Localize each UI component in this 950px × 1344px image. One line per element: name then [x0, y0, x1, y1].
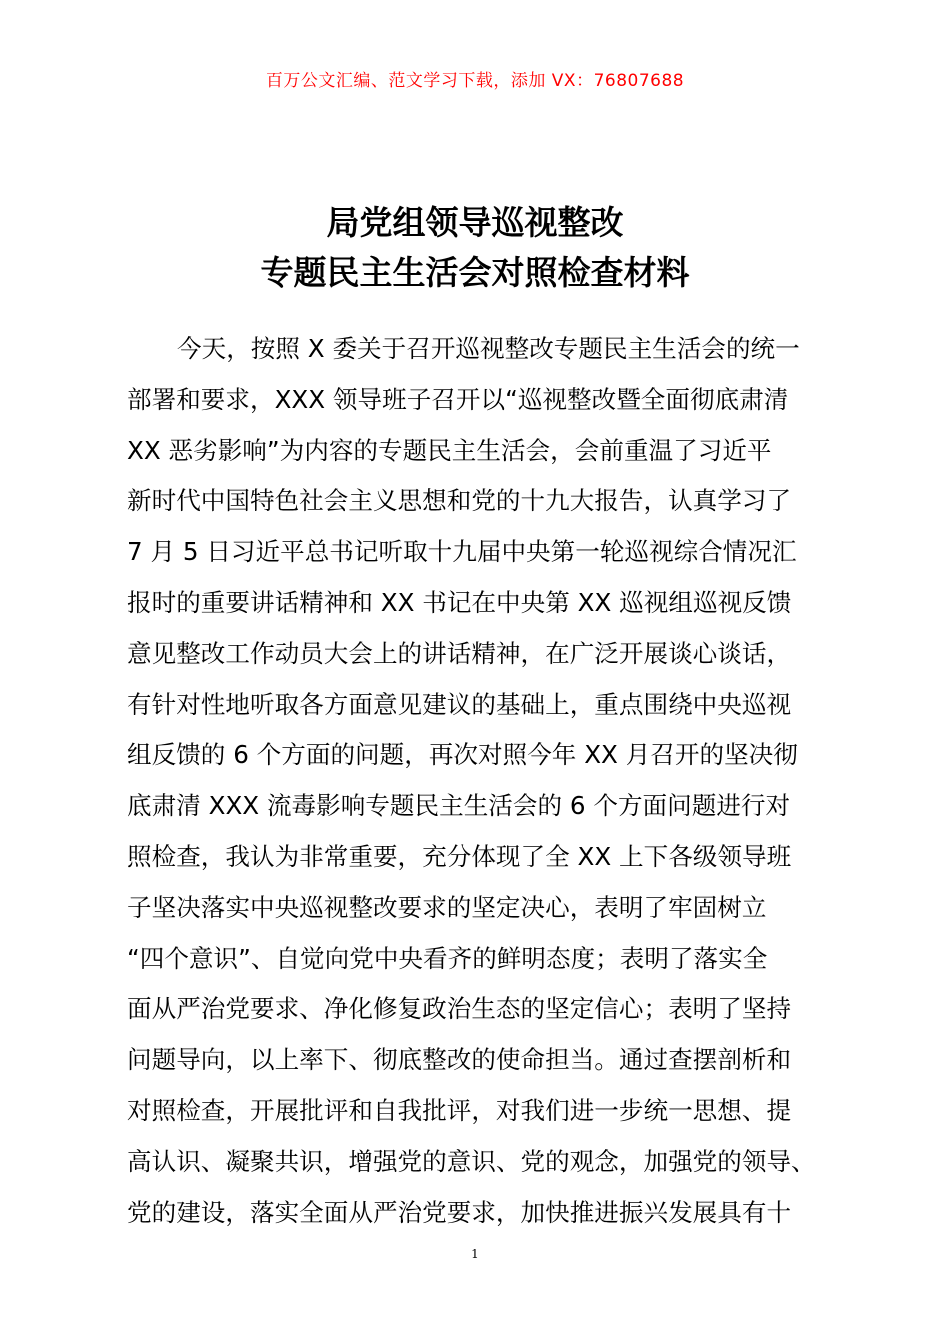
- paragraph-line: 组反馈的 6 个方面的问题，再次对照今年 XX 月召开的坚决彻: [127, 740, 798, 770]
- title-line-1: 局党组领导巡视整改: [326, 203, 624, 242]
- paragraph-line: 部署和要求，XXX 领导班子召开以“巡视整改暨全面彻底肃清: [127, 384, 789, 414]
- paragraph-line: 报时的重要讲话精神和 XX 书记在中央第 XX 巡视组巡视反馈: [127, 587, 792, 617]
- paragraph-line: 有针对性地听取各方面意见建议的基础上，重点围绕中央巡视: [127, 689, 792, 719]
- paragraph-line: 党的建设，落实全面从严治党要求，加快推进振兴发展具有十: [127, 1197, 792, 1227]
- paragraph-line: 今天，按照 X 委关于召开巡视整改专题民主生活会的统一: [177, 334, 800, 363]
- page-number: 1: [471, 1247, 479, 1261]
- header-banner: 百万公文汇编、范文学习下载，添加 VX：76807688: [265, 71, 685, 91]
- title-line-2: 专题民主生活会对照检查材料: [260, 253, 690, 292]
- paragraph-line: XX 恶劣影响”为内容的专题民主生活会，会前重温了习近平: [127, 435, 772, 465]
- paragraph-line: 子坚决落实中央巡视整改要求的坚定决心，表明了牢固树立: [127, 892, 767, 922]
- paragraph-line: 意见整改工作动员大会上的讲话精神，在广泛开展谈心谈话，: [127, 638, 792, 668]
- body-paragraph: [127, 324, 827, 1238]
- paragraph-line: 照检查，我认为非常重要，充分体现了全 XX 上下各级领导班: [127, 841, 792, 871]
- paragraph-line: 问题导向，以上率下、彻底整改的使命担当。通过查摆剖析和: [127, 1045, 792, 1075]
- paragraph-line: 面从严治党要求、净化修复政治生态的坚定信心；表明了坚持: [127, 994, 792, 1024]
- paragraph-line: 新时代中国特色社会主义思想和党的十九大报告，认真学习了: [127, 486, 792, 516]
- paragraph-line: 7 月 5 日习近平总书记听取十九届中央第一轮巡视综合情况汇: [127, 537, 797, 567]
- paragraph-line: “四个意识”、自觉向党中央看齐的鲜明态度；表明了落实全: [127, 943, 768, 973]
- document-title: [0, 198, 950, 298]
- paragraph-line: 高认识、凝聚共识，增强党的意识、党的观念，加强党的领导、: [127, 1146, 816, 1176]
- paragraph-line: 对照检查，开展批评和自我批评，对我们进一步统一思想、提: [127, 1095, 792, 1125]
- paragraph-line: 底肃清 XXX 流毒影响专题民主生活会的 6 个方面问题进行对: [127, 791, 791, 821]
